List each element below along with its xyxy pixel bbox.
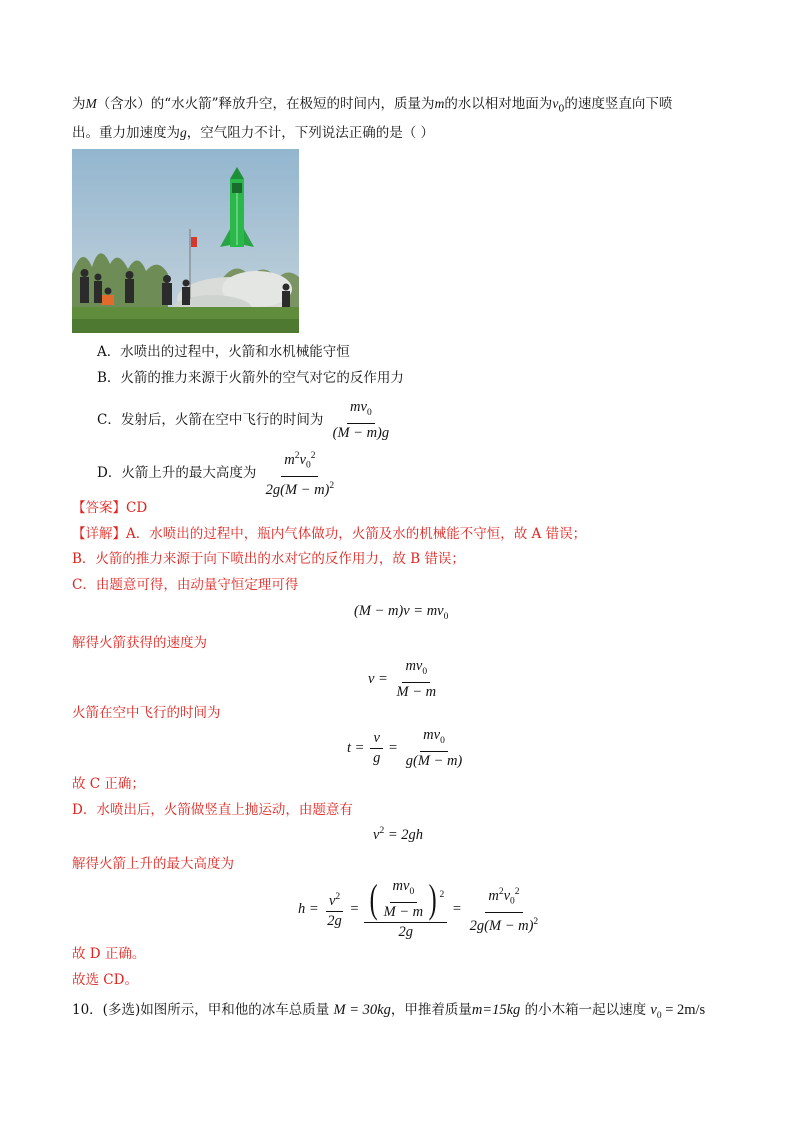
equation-kinematic: $v^2 = 2gh$: [373, 826, 423, 843]
equation-time: t = $\frac{v}{g}$ = $\frac{mv_0}{g(M - m)}$: [347, 727, 463, 769]
option-b: B．火箭的推力来源于火箭外的空气对它的反作用力: [97, 370, 404, 386]
explanation-c2: 解得火箭获得的速度为: [72, 635, 207, 651]
equation-momentum: $(M - m)v = mv_0$: [354, 603, 449, 622]
option-c: C．发射后，火箭在空中飞行的时间为 $\frac{mv_0}{(M - m)g}$: [97, 399, 394, 442]
explanation-d1: D．水喷出后，火箭做竖直上抛运动，由题意有: [72, 802, 353, 818]
explanation-c4: 故 C 正确；: [72, 776, 145, 792]
final-answer: 故选 CD。: [72, 972, 138, 988]
equation-velocity: v = $\frac{mv_0}{M - m}$: [368, 658, 437, 700]
option-d-fraction: $\frac{m^2v_0^2}{2g(M - m)^2}$: [263, 448, 338, 499]
next-question: 10．(多选)如图所示，甲和他的冰车总质量 M = 30kg，甲推着质量m=15kg 的小木箱一起以速度 $v_0 = 2m/s$: [72, 1002, 706, 1021]
explanation-a: 【详解】A．水喷出的过程中，瓶内气体做功，火箭及水的机械能不守恒，故 A 错误；: [72, 526, 587, 542]
explanation-d3: 故 D 正确。: [72, 946, 146, 962]
water-rocket-photo: [72, 149, 299, 333]
explanation-c1: C．由题意可得，由动量守恒定理可得: [72, 577, 299, 593]
question-line-1: 为M（含水）的“水火箭”释放升空，在极短的时间内，质量为m的水以相对地面为$v_0$的速度竖直向下喷: [72, 96, 673, 115]
question-line-2: 出。重力加速度为g，空气阻力不计，下列说法正确的是（ ）: [72, 125, 435, 141]
option-d: D．火箭上升的最大高度为 $\frac{m^2v_0^2}{2g(M - m)^2}$: [97, 448, 339, 499]
equation-height: h = $\frac{v^2}{2g}$ = ( $\frac{mv_0}{M - m}$ ) $^2$ 2g = $\frac{m^2v_0^2}{2g(M - m)^2}$: [298, 876, 539, 940]
answer-line: 【答案】CD: [72, 500, 148, 516]
option-c-fraction: $\frac{mv_0}{(M - m)g}$: [332, 399, 390, 441]
explanation-b: B．火箭的推力来源于向下喷出的水对它的反作用力，故 B 错误；: [72, 551, 465, 567]
explanation-c3: 火箭在空中飞行的时间为: [72, 705, 221, 721]
option-a: A．水喷出的过程中，火箭和水机械能守恒: [97, 344, 350, 360]
explanation-d2: 解得火箭上升的最大高度为: [72, 856, 234, 872]
